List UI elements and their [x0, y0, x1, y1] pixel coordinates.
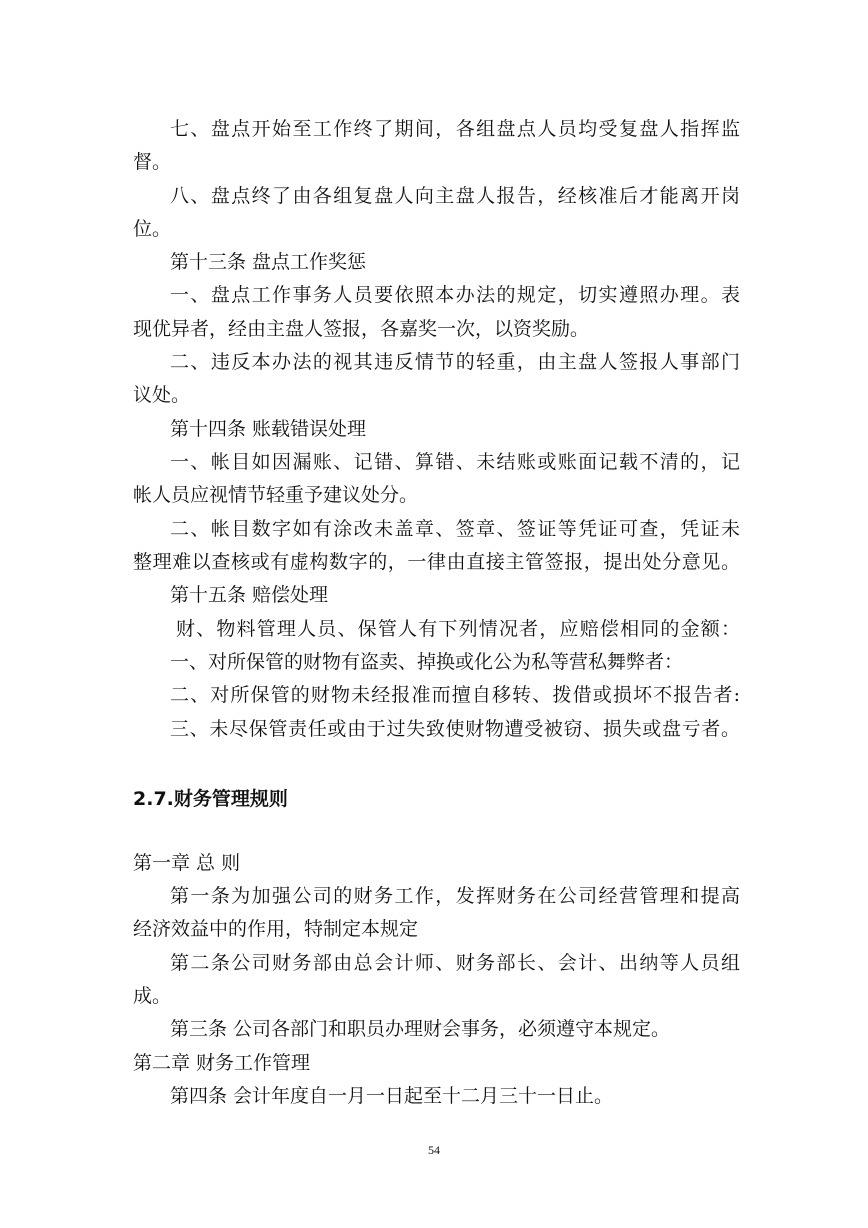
paragraph-line: 一、对所保管的财物有盗卖、掉换或化公为私等营私舞弊者： — [170, 651, 684, 673]
article-heading: 第十三条 盘点工作奖惩 — [170, 251, 367, 273]
paragraph-line: 二、违反本办法的视其违反情节的轻重，由主盘人签报人事部门 — [170, 351, 740, 373]
paragraph-line: 整理难以查核或有虚构数字的，一律由直接主管签报，提出处分意见。 — [133, 551, 740, 573]
paragraph-line: 二、帐目数字如有涂改未盖章、签章、签证等凭证可查，凭证未 — [170, 518, 740, 540]
chapter-heading: 第一章 总 则 — [133, 852, 241, 874]
paragraph-line: 财、物料管理人员、保管人有下列情况者，应赔偿相同的金额： — [176, 618, 740, 640]
paragraph-line: 一、盘点工作事务人员要依照本办法的规定，切实遵照办理。表 — [170, 284, 740, 306]
paragraph-line: 经济效益中的作用，特制定本规定 — [133, 918, 419, 940]
paragraph-line: 帐人员应视情节轻重予建议处分。 — [133, 484, 419, 506]
paragraph-line: 七、盘点开始至工作终了期间，各组盘点人员均受复盘人指挥监 — [170, 118, 740, 140]
article-heading: 第十四条 账载错误处理 — [170, 418, 367, 440]
paragraph-line: 位。 — [133, 218, 172, 240]
paragraph-line: 成。 — [133, 985, 172, 1007]
chapter-heading: 第二章 财务工作管理 — [133, 1052, 311, 1074]
paragraph-line: 一、帐目如因漏账、记错、算错、未结账或账面记载不清的，记 — [170, 451, 740, 473]
paragraph-line: 议处。 — [133, 384, 191, 406]
paragraph-line: 第三条 公司各部门和职员办理财会事务，必须遵守本规定。 — [170, 1018, 671, 1040]
paragraph-line: 督。 — [133, 151, 172, 173]
paragraph-line: 二、对所保管的财物未经报准而擅自移转、拨借或损坏不报告者: — [170, 684, 740, 706]
paragraph-line: 第四条 会计年度自一月一日起至十二月三十一日止。 — [170, 1085, 614, 1107]
paragraph-line: 现优异者，经由主盘人签报，各嘉奖一次，以资奖励。 — [133, 318, 590, 340]
page-number: 54 — [428, 1143, 440, 1157]
paragraph-line: 第一条为加强公司的财务工作，发挥财务在公司经营管理和提高 — [170, 885, 740, 907]
paragraph-line: 第二条公司财务部由总会计师、财务部长、会计、出纳等人员组 — [170, 952, 740, 974]
paragraph-line: 三、未尽保管责任或由于过失致使财物遭受被窃、损失或盘亏者。 — [170, 718, 740, 740]
paragraph-line: 八、盘点终了由各组复盘人向主盘人报告，经核准后才能离开岗 — [170, 185, 740, 207]
section-heading: 2.7.财务管理规则 — [133, 788, 288, 810]
article-heading: 第十五条 赔偿处理 — [170, 584, 329, 606]
